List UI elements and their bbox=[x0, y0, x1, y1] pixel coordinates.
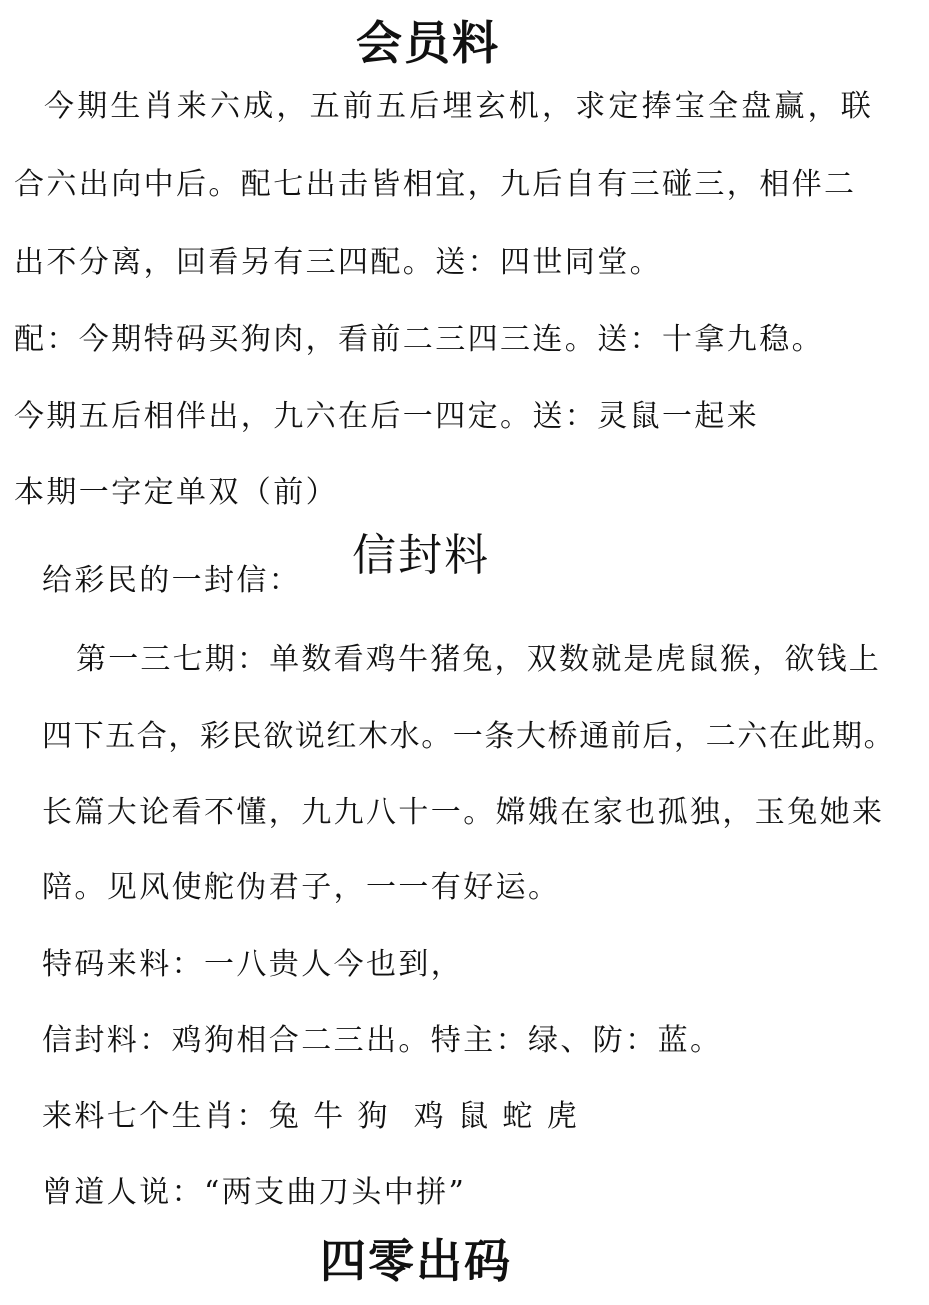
member-line-6: 本期一字定单双（前） bbox=[14, 475, 338, 510]
envelope-line-2: 四下五合，彩民欲说红木水。一条大桥通前后，二六在此期。 bbox=[42, 719, 896, 754]
member-line-4: 配：今期特码买狗肉，看前二三四三连。送：十拿九稳。 bbox=[14, 322, 824, 357]
envelope-heading: 信封料 bbox=[352, 530, 490, 581]
envelope-intro: 给彩民的一封信： bbox=[42, 563, 302, 598]
member-line-5: 今期五后相伴出，九六在后一四定。送：灵鼠一起来 bbox=[14, 399, 760, 434]
envelope-line-4: 陪。见风使舵伪君子，一一有好运。 bbox=[42, 870, 561, 905]
footer-heading: 四零出码 bbox=[320, 1234, 512, 1288]
member-line-1: 今期生肖来六成，五前五后埋玄机，求定捧宝全盘赢，联 bbox=[44, 89, 874, 124]
envelope-line-5: 特码来料：一八贵人今也到， bbox=[42, 947, 464, 982]
member-line-3: 出不分离，回看另有三四配。送：四世同堂。 bbox=[14, 245, 662, 280]
envelope-line-6: 信封料：鸡狗相合二三出。特主：绿、防：蓝。 bbox=[42, 1023, 723, 1058]
envelope-line-3: 长篇大论看不懂，九九八十一。嫦娥在家也孤独，玉兔她来 bbox=[42, 795, 885, 830]
envelope-line-7: 来料七个生肖：兔 牛 狗 鸡 鼠 蛇 虎 bbox=[42, 1099, 580, 1134]
member-heading: 会员料 bbox=[356, 16, 500, 70]
member-line-2: 合六出向中后。配七出击皆相宜，九后自有三碰三，相伴二 bbox=[14, 167, 857, 202]
envelope-line-1: 第一三七期：单数看鸡牛猪兔，双数就是虎鼠猴，欲钱上 bbox=[76, 642, 881, 677]
envelope-line-8: 曾道人说：“两支曲刀头中拼” bbox=[42, 1175, 467, 1210]
